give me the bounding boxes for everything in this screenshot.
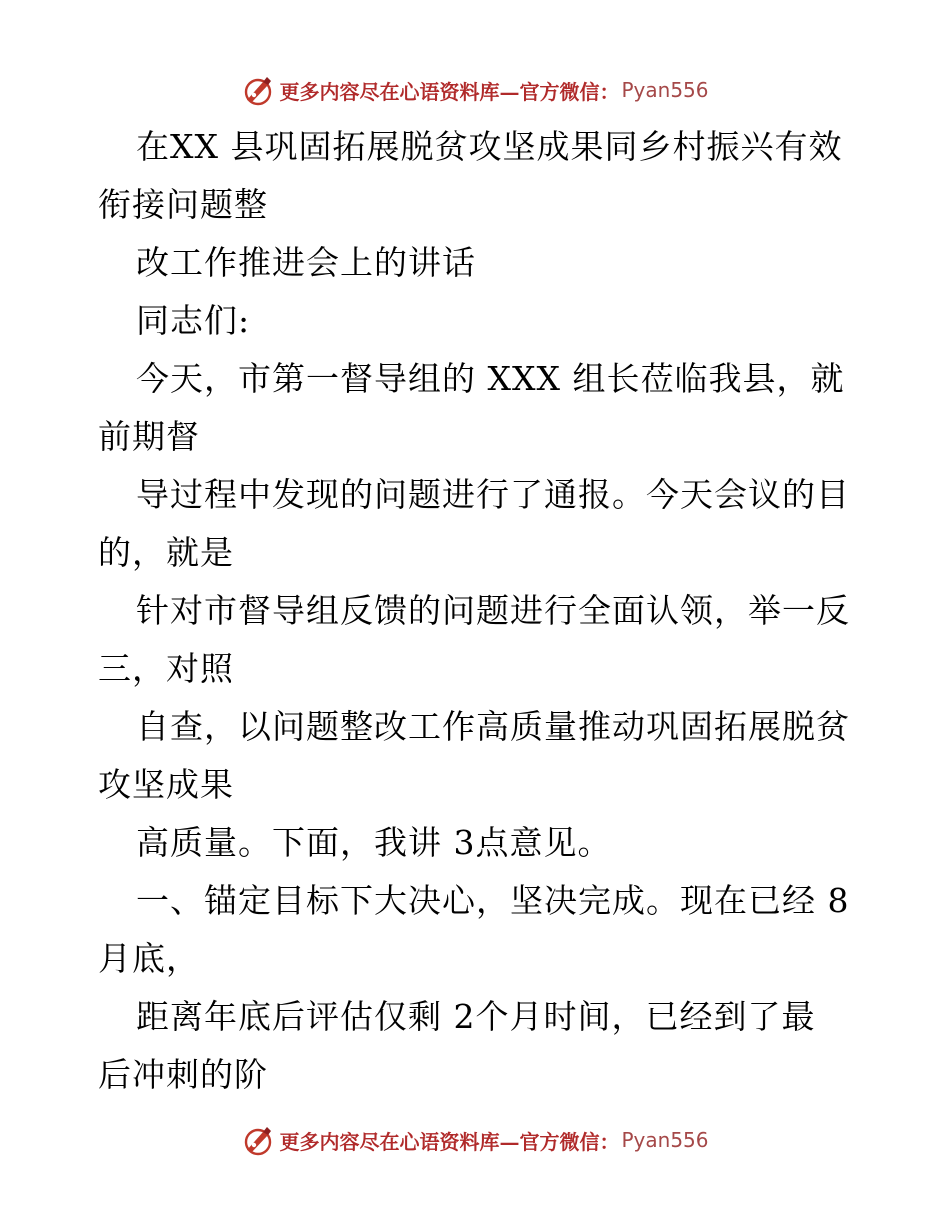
text-line: 衔接问题整 (98, 185, 268, 224)
banner-text: 更多内容尽在心语资料库—官方微信： (279, 79, 620, 104)
text-line: 三，对照 (98, 649, 234, 688)
text-line: 月底， (98, 939, 200, 978)
header-banner (0, 70, 950, 110)
footer-banner (0, 1120, 950, 1160)
text-line: 改工作推进会上的讲话 (136, 243, 476, 282)
text-line: 距离年底后评估仅剩 2个月时间，已经到了最 (136, 997, 816, 1036)
text-line: 针对市督导组反馈的问题进行全面认领，举一反 (136, 591, 850, 630)
text-line: 自查，以问题整改工作高质量推动巩固拓展脱贫 (136, 707, 850, 746)
text-line: 攻坚成果 (98, 765, 234, 804)
text-line: 一、锚定目标下大决心，坚决完成。现在已经 8 (136, 881, 850, 920)
text-line: 高质量。下面，我讲 3点意见。 (136, 823, 612, 862)
text-line: 今天，市第一督导组的 XXX 组长莅临我县，就 (136, 359, 845, 398)
text-line: 后冲刺的阶 (98, 1055, 268, 1094)
banner-wechat-id: Pyan556 (621, 78, 709, 102)
banner-text: 更多内容尽在心语资料库—官方微信： (279, 1129, 620, 1154)
text-line: 同志们: (136, 301, 251, 340)
document-body (98, 118, 858, 1104)
text-line: 在XX 县巩固拓展脱贫攻坚成果同乡村振兴有效 (136, 127, 843, 166)
banner-wechat-id: Pyan556 (621, 1128, 709, 1152)
pen-logo-icon (241, 1123, 275, 1157)
text-line: 的，就是 (98, 533, 234, 572)
text-line: 导过程中发现的问题进行了通报。今天会议的目 (136, 475, 850, 514)
pen-logo-icon (241, 73, 275, 107)
text-line: 前期督 (98, 417, 200, 456)
